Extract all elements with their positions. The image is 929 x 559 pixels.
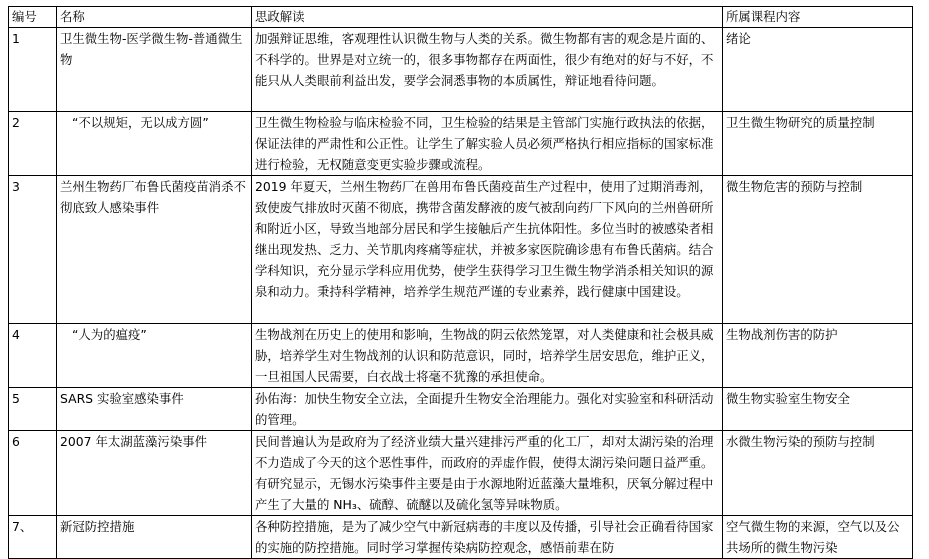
header-no: 编号 [9, 7, 57, 28]
row-interpretation: 各种防控措施，是为了减少空气中新冠病毒的丰度以及传播，引导社会正确看待国家的实施的防控措施。同时学习掌握传染病防控观念，感悟前辈在防 [252, 516, 723, 559]
row-no: 1 [9, 28, 57, 112]
row-course: 生物战剂伤害的防护 [723, 324, 913, 388]
row-name: SARS 实验室感染事件 [57, 388, 252, 431]
header-interpretation: 思政解读 [252, 7, 723, 28]
row-interpretation: 民间普遍认为是政府为了经济业绩大量兴建排污严重的化工厂，却对太湖污染的治理不力造成了今天的这个恶性事件，而政府的弄虚作假，使得太湖污染问题日益严重。有研究显示，无锡水污染事件主要是由于水源地附近蓝藻大量堆积，厌氧分解过程中产生了大量的 NH₃、硫醇、硫醚以及硫化氢等异味物质。 [252, 431, 723, 516]
header-name: 名称 [57, 7, 252, 28]
table-header-row [9, 7, 913, 28]
row-course: 绪论 [723, 28, 913, 112]
row-interpretation: 加强辩证思维，客观理性认识微生物与人类的关系。微生物都有害的观念是片面的、不科学的。世界是对立统一的，很多事物都存在两面性，很少有绝对的好与不好，不能只从人类眼前利益出发，要学会洞悉事物的本质属性，辩证地看待问题。 [252, 28, 723, 112]
row-no: 6 [9, 431, 57, 516]
row-interpretation: 2019 年夏天，兰州生物药厂在兽用布鲁氏菌疫苗生产过程中，使用了过期消毒剂，致使废气排放时灭菌不彻底，携带含菌发酵液的废气被刮向药厂下风向的兰州兽研所和附近小区，导致当地部分居民和学生接触后产生抗体阳性。多位当时的被感染者相继出现发热、乏力、关节肌肉疼痛等症状，并被多家医院确诊患有布鲁氏菌病。结合学科知识，充分显示学科应用优势，使学生获得学习卫生微生物学消杀相关知识的源泉和动力。秉持科学精神，培养学生规范严谨的专业素养，践行健康中国建设。 [252, 176, 723, 324]
row-name-text: “人为的瘟疫” [72, 327, 147, 342]
table-row [9, 516, 913, 559]
table-row [9, 324, 913, 388]
course-table [8, 6, 913, 559]
row-interpretation: 孙佑海：加快生物安全立法，全面提升生物安全治理能力。强化对实验室和科研活动的管理。 [252, 388, 723, 431]
row-course: 卫生微生物研究的质量控制 [723, 112, 913, 176]
row-course: 水微生物污染的预防与控制 [723, 431, 913, 516]
table-row [9, 28, 913, 112]
row-name: 兰州生物药厂布鲁氏菌疫苗消杀不彻底致人感染事件 [57, 176, 252, 324]
row-name-text: “不以规矩，无以成方圆” [72, 115, 209, 130]
table-row [9, 388, 913, 431]
row-name [57, 112, 252, 176]
row-name [57, 324, 252, 388]
header-course: 所属课程内容 [723, 7, 913, 28]
row-interpretation: 卫生微生物检验与临床检验不同，卫生检验的结果是主管部门实施行政执法的依据，保证法律的严肃性和公正性。让学生了解实验人员必须严格执行相应指标的国家标准进行检验，无权随意变更实验步骤或流程。 [252, 112, 723, 176]
row-no: 3 [9, 176, 57, 324]
table-row [9, 112, 913, 176]
row-no: 7、 [9, 516, 57, 559]
row-name: 新冠防控措施 [57, 516, 252, 559]
row-name: 卫生微生物-医学微生物-普通微生物 [57, 28, 252, 112]
table-row [9, 176, 913, 324]
row-interpretation: 生物战剂在历史上的使用和影响，生物战的阴云依然笼罩，对人类健康和社会极具威胁，培养学生对生物战剂的认识和防范意识，同时，培养学生居安思危，维护正义，一旦祖国人民需要，白衣战士将毫不犹豫的承担使命。 [252, 324, 723, 388]
row-no: 2 [9, 112, 57, 176]
row-name: 2007 年太湖蓝藻污染事件 [57, 431, 252, 516]
row-course: 微生物危害的预防与控制 [723, 176, 913, 324]
row-course: 微生物实验室生物安全 [723, 388, 913, 431]
row-course: 空气微生物的来源，空气以及公共场所的微生物污染 [723, 516, 913, 559]
row-no: 5 [9, 388, 57, 431]
table-row [9, 431, 913, 516]
row-no: 4 [9, 324, 57, 388]
